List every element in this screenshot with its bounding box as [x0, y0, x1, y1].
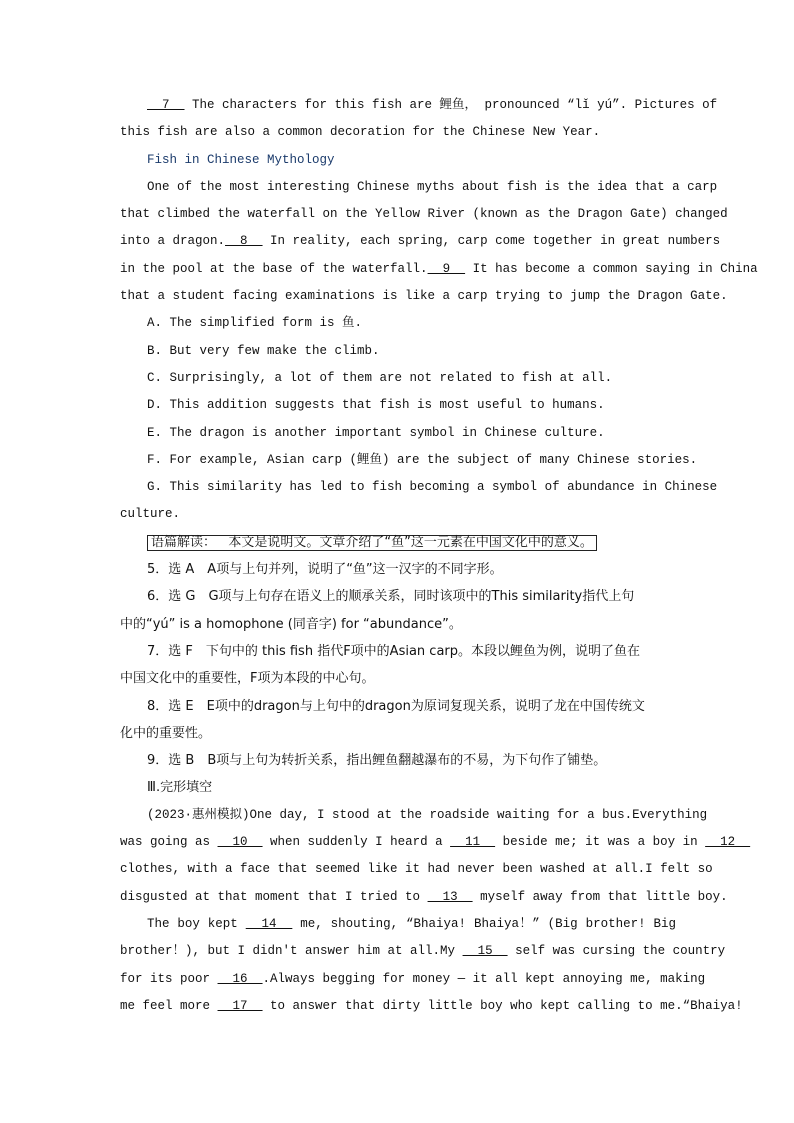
passage-line-2: this fish are also a common decoration for the Chinese New Year.: [120, 125, 601, 140]
cloze-line-5: The boy kept 14 me, shouting, “Bhaiya! Bhaiya！” (Big brother! Big: [147, 916, 676, 931]
answer-6: 6．选 G G项与上句存在语义上的顺承关系，同时该项中的This similarity指代上句: [147, 589, 635, 605]
cloze-line-8: me feel more 17 to answer that dirty little boy who kept calling to me.“Bhaiya!: [120, 998, 743, 1013]
blank-14: 14: [245, 916, 293, 931]
passage-analysis: [120, 529, 676, 556]
option-g: G. This similarity has led to fish becoming a symbol of abundance in Chinese: [147, 480, 718, 495]
analysis-box: 语篇解读： 本文是说明文。文章介绍了“鱼”这一元素在中国文化中的意义。: [147, 535, 597, 551]
section-title: Ⅲ.完形填空: [147, 780, 213, 796]
cloze-line-4: disgusted at that moment that I tried to 13 myself away from that little boy.: [120, 889, 728, 904]
passage-line-7: that a student facing examinations is like a carp trying to jump the Dragon Gate.: [120, 289, 728, 304]
option-a: A. The simplified form is 鱼.: [147, 316, 363, 331]
answer-9: 9．选 B B项与上句为转折关系，指出鲤鱼翻越瀑布的不易，为下句作了铺垫。: [147, 753, 607, 769]
cloze-line-2: was going as 10 when suddenly I heard a 11 beside me; it was a boy in 12: [120, 835, 751, 850]
answer-8: 8．选 E E项中的dragon与上句中的dragon为原词复现关系，说明了龙在中国传统文: [147, 698, 645, 714]
blank-16: 16: [217, 971, 263, 986]
answer-5: 5．选 A A项与上句并列，说明了“鱼”这一汉字的不同字形。: [147, 562, 503, 578]
option-e: E. The dragon is another important symbol in Chinese culture.: [147, 425, 605, 440]
blank-9: 9: [427, 261, 466, 276]
answer-6-cont: 中的“yú” is a homophone (同音字) for “abundance”。: [120, 616, 462, 632]
blank-10: 10: [217, 835, 263, 850]
answer-7: 7．选 F 下句中的 this fish 指代F项中的Asian carp。本段以鲤鱼为例，说明了鱼在: [147, 643, 641, 659]
passage-line-1: 7 The characters for this fish are 鲤鱼， pronounced “lǐ yú”. Pictures of: [147, 98, 718, 112]
option-f: F. For example, Asian carp (鲤鱼) are the subject of many Chinese stories.: [147, 452, 698, 467]
option-g-cont: culture.: [120, 507, 181, 522]
document-page: [120, 92, 758, 1020]
blank-13: 13: [427, 889, 473, 904]
passage-line-6: in the pool at the base of the waterfall. 9 It has become a common saying in China: [120, 261, 758, 276]
option-b: B. But very few make the climb.: [147, 343, 380, 358]
blank-11: 11: [450, 835, 496, 850]
passage-line-4: that climbed the waterfall on the Yellow River (known as the Dragon Gate) changed: [120, 207, 728, 222]
blank-17: 17: [217, 998, 263, 1013]
passage-line-5: into a dragon. 8 In reality, each spring, carp come together in great numbers: [120, 234, 721, 249]
cloze-line-3: clothes, with a face that seemed like it had never been washed at all.I felt so: [120, 862, 713, 877]
blank-7: 7: [147, 98, 185, 112]
blank-8: 8: [225, 234, 263, 249]
section-heading: Fish in Chinese Mythology: [147, 152, 335, 167]
option-d: D. This addition suggests that fish is most useful to humans.: [147, 398, 605, 413]
option-c: C. Surprisingly, a lot of them are not related to fish at all.: [147, 370, 613, 385]
passage-line-3: One of the most interesting Chinese myths about fish is the idea that a carp: [147, 179, 718, 194]
cloze-line-6: brother！), but I didn't answer him at all.My 15 self was cursing the country: [120, 944, 726, 959]
blank-12: 12: [705, 835, 751, 850]
cloze-line-1: (2023·惠州模拟)One day, I stood at the roadside waiting for a bus.Everything: [147, 807, 708, 822]
cloze-line-7: for its poor 16 .Always begging for money — it all kept annoying me, making: [120, 971, 706, 986]
answer-8-cont: 化中的重要性。: [120, 725, 212, 741]
answer-7-cont: 中国文化中的重要性，F项为本段的中心句。: [120, 671, 375, 687]
blank-15: 15: [462, 944, 508, 959]
